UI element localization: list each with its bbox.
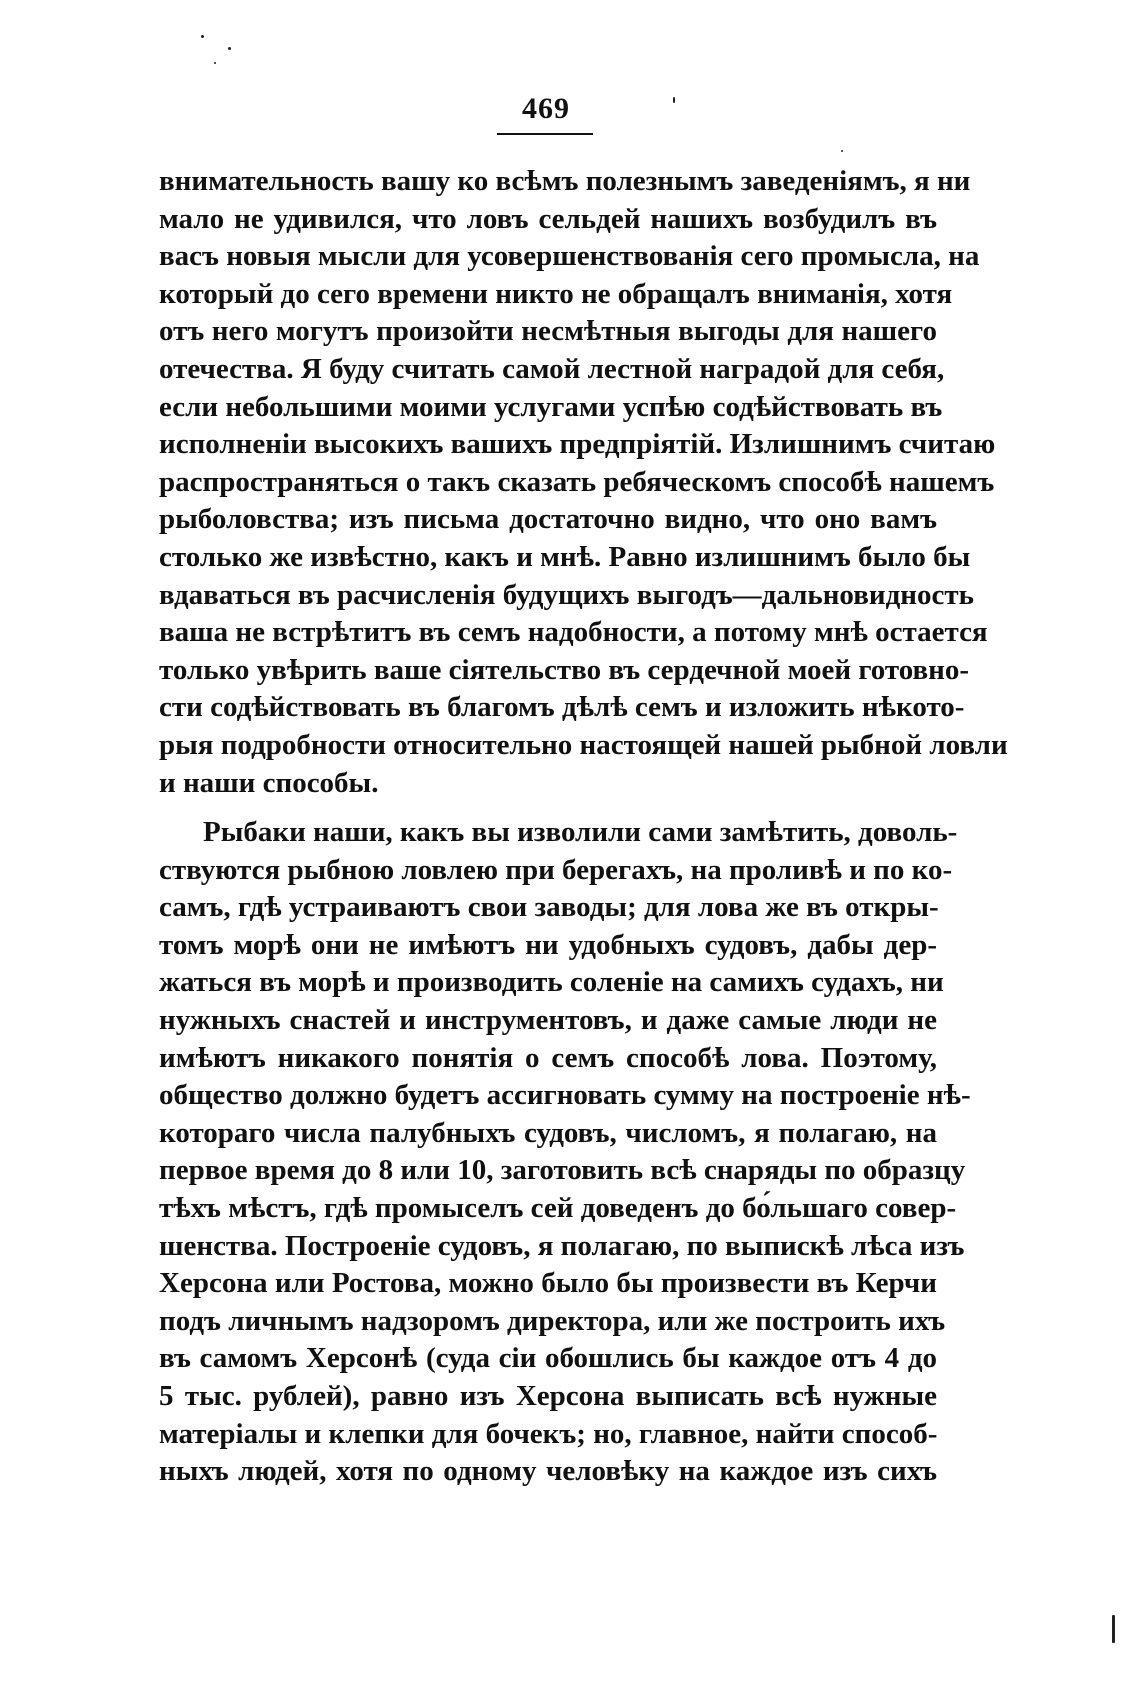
scan-speck — [201, 35, 204, 38]
text-line: ваша не встрѣтитъ въ семъ надобности, а потому мнѣ остается — [159, 616, 988, 649]
text-line: вдаваться въ расчисленія будущихъ выгодъ—дальновидность — [159, 578, 974, 611]
text-line: если небольшими моими услугами успѣю содѣйствовать въ — [159, 390, 943, 423]
text-line: и наши способы. — [159, 766, 379, 799]
text-line: ныхъ людей, хотя по одному человѣку на каждое изъ сихъ — [159, 1455, 937, 1488]
text-line: рыя подробности относительно настоящей нашей рыбной ловли — [159, 728, 1008, 761]
text-line: васъ новыя мысли для усовершенствованія сего промысла, на — [159, 240, 980, 273]
paragraph-2 — [159, 814, 971, 1491]
text-line: мало не удивился, что ловъ сельдей нашихъ возбудилъ въ — [159, 202, 937, 235]
text-line: Рыбаки наши, какъ вы изволили сами замѣтить, доволь- — [203, 816, 958, 849]
paragraph-1 — [159, 163, 1008, 802]
scan-speck — [214, 62, 216, 64]
text-line: ствуются рыбною ловлею при берегахъ, на проливѣ и по ко- — [159, 853, 953, 886]
text-line: первое время до 8 или 10, заготовить всѣ снаряды по образцу — [159, 1154, 966, 1187]
text-line: внимательность вашу ко всѣмъ полезнымъ заведеніямъ, я ни — [159, 165, 971, 197]
text-line: распространяться о такъ сказать ребяческомъ способѣ нашемъ — [159, 465, 995, 498]
scan-speck — [841, 150, 843, 152]
header-rule — [497, 133, 593, 135]
text-line: общество должно будетъ ассигновать сумму на построеніе нѣ- — [159, 1079, 971, 1112]
text-line: отъ него могутъ произойти несмѣтныя выгоды для нашего — [159, 315, 937, 348]
text-line: имѣютъ никакого понятія о семъ способѣ лова. Поэтому, — [159, 1041, 937, 1074]
text-line: рыболовства; изъ письма достаточно видно, что оно вамъ — [159, 503, 937, 536]
text-line: тѣхъ мѣстъ, гдѣ промыселъ сей доведенъ до бо́льшаго совер- — [159, 1192, 957, 1225]
text-line: только увѣрить ваше сіятельство въ сердечной моей готовно- — [159, 653, 970, 686]
text-line: шенства. Построеніе судовъ, я полагаю, по выпискѣ лѣса изъ — [159, 1229, 965, 1262]
text-line: томъ морѣ они не имѣютъ ни удобныхъ судовъ, дабы дер- — [159, 928, 937, 961]
text-line: сти содѣйствовать въ благомъ дѣлѣ семъ и изложить нѣкото- — [159, 691, 965, 724]
text-line: жаться въ морѣ и производить соленіе на самихъ судахъ, ни — [159, 966, 944, 999]
text-line: который до сего времени никто не обращалъ вниманія, хотя — [159, 277, 953, 310]
scan-speck — [228, 47, 231, 50]
text-line: 5 тыс. рублей), равно изъ Херсона выписать всѣ нужные — [159, 1380, 937, 1412]
text-line: Херсона или Ростова, можно было бы произвести въ Керчи — [159, 1267, 937, 1300]
text-line: отечества. Я буду считать самой лестной наградой для себя, — [159, 352, 945, 385]
paragraph-gap — [159, 802, 937, 814]
text-line: котораго числа палубныхъ судовъ, числомъ, я полагаю, на — [159, 1116, 937, 1149]
scan-speck — [1112, 1615, 1115, 1643]
text-line: нужныхъ снастей и инструментовъ, и даже самые люди не — [159, 1004, 937, 1037]
page-number: 469 — [522, 92, 570, 125]
text-line: матеріалы и клепки для бочекъ; но, главное, найти способ- — [159, 1417, 938, 1450]
text-line: столько же извѣстно, какъ и мнѣ. Равно излишнимъ было бы — [159, 540, 971, 573]
text-line: самъ, гдѣ устраиваютъ свои заводы; для лова же въ откры- — [159, 891, 939, 924]
text-line: въ самомъ Херсонѣ (суда сіи обошлись бы каждое отъ 4 до — [159, 1342, 937, 1375]
text-line: исполненіи высокихъ вашихъ предпріятій. Излишнимъ считаю — [159, 428, 996, 461]
scan-speck — [673, 97, 675, 103]
text-line: подъ личнымъ надзоромъ директора, или же построить ихъ — [159, 1304, 946, 1337]
body-text — [159, 163, 1008, 1491]
